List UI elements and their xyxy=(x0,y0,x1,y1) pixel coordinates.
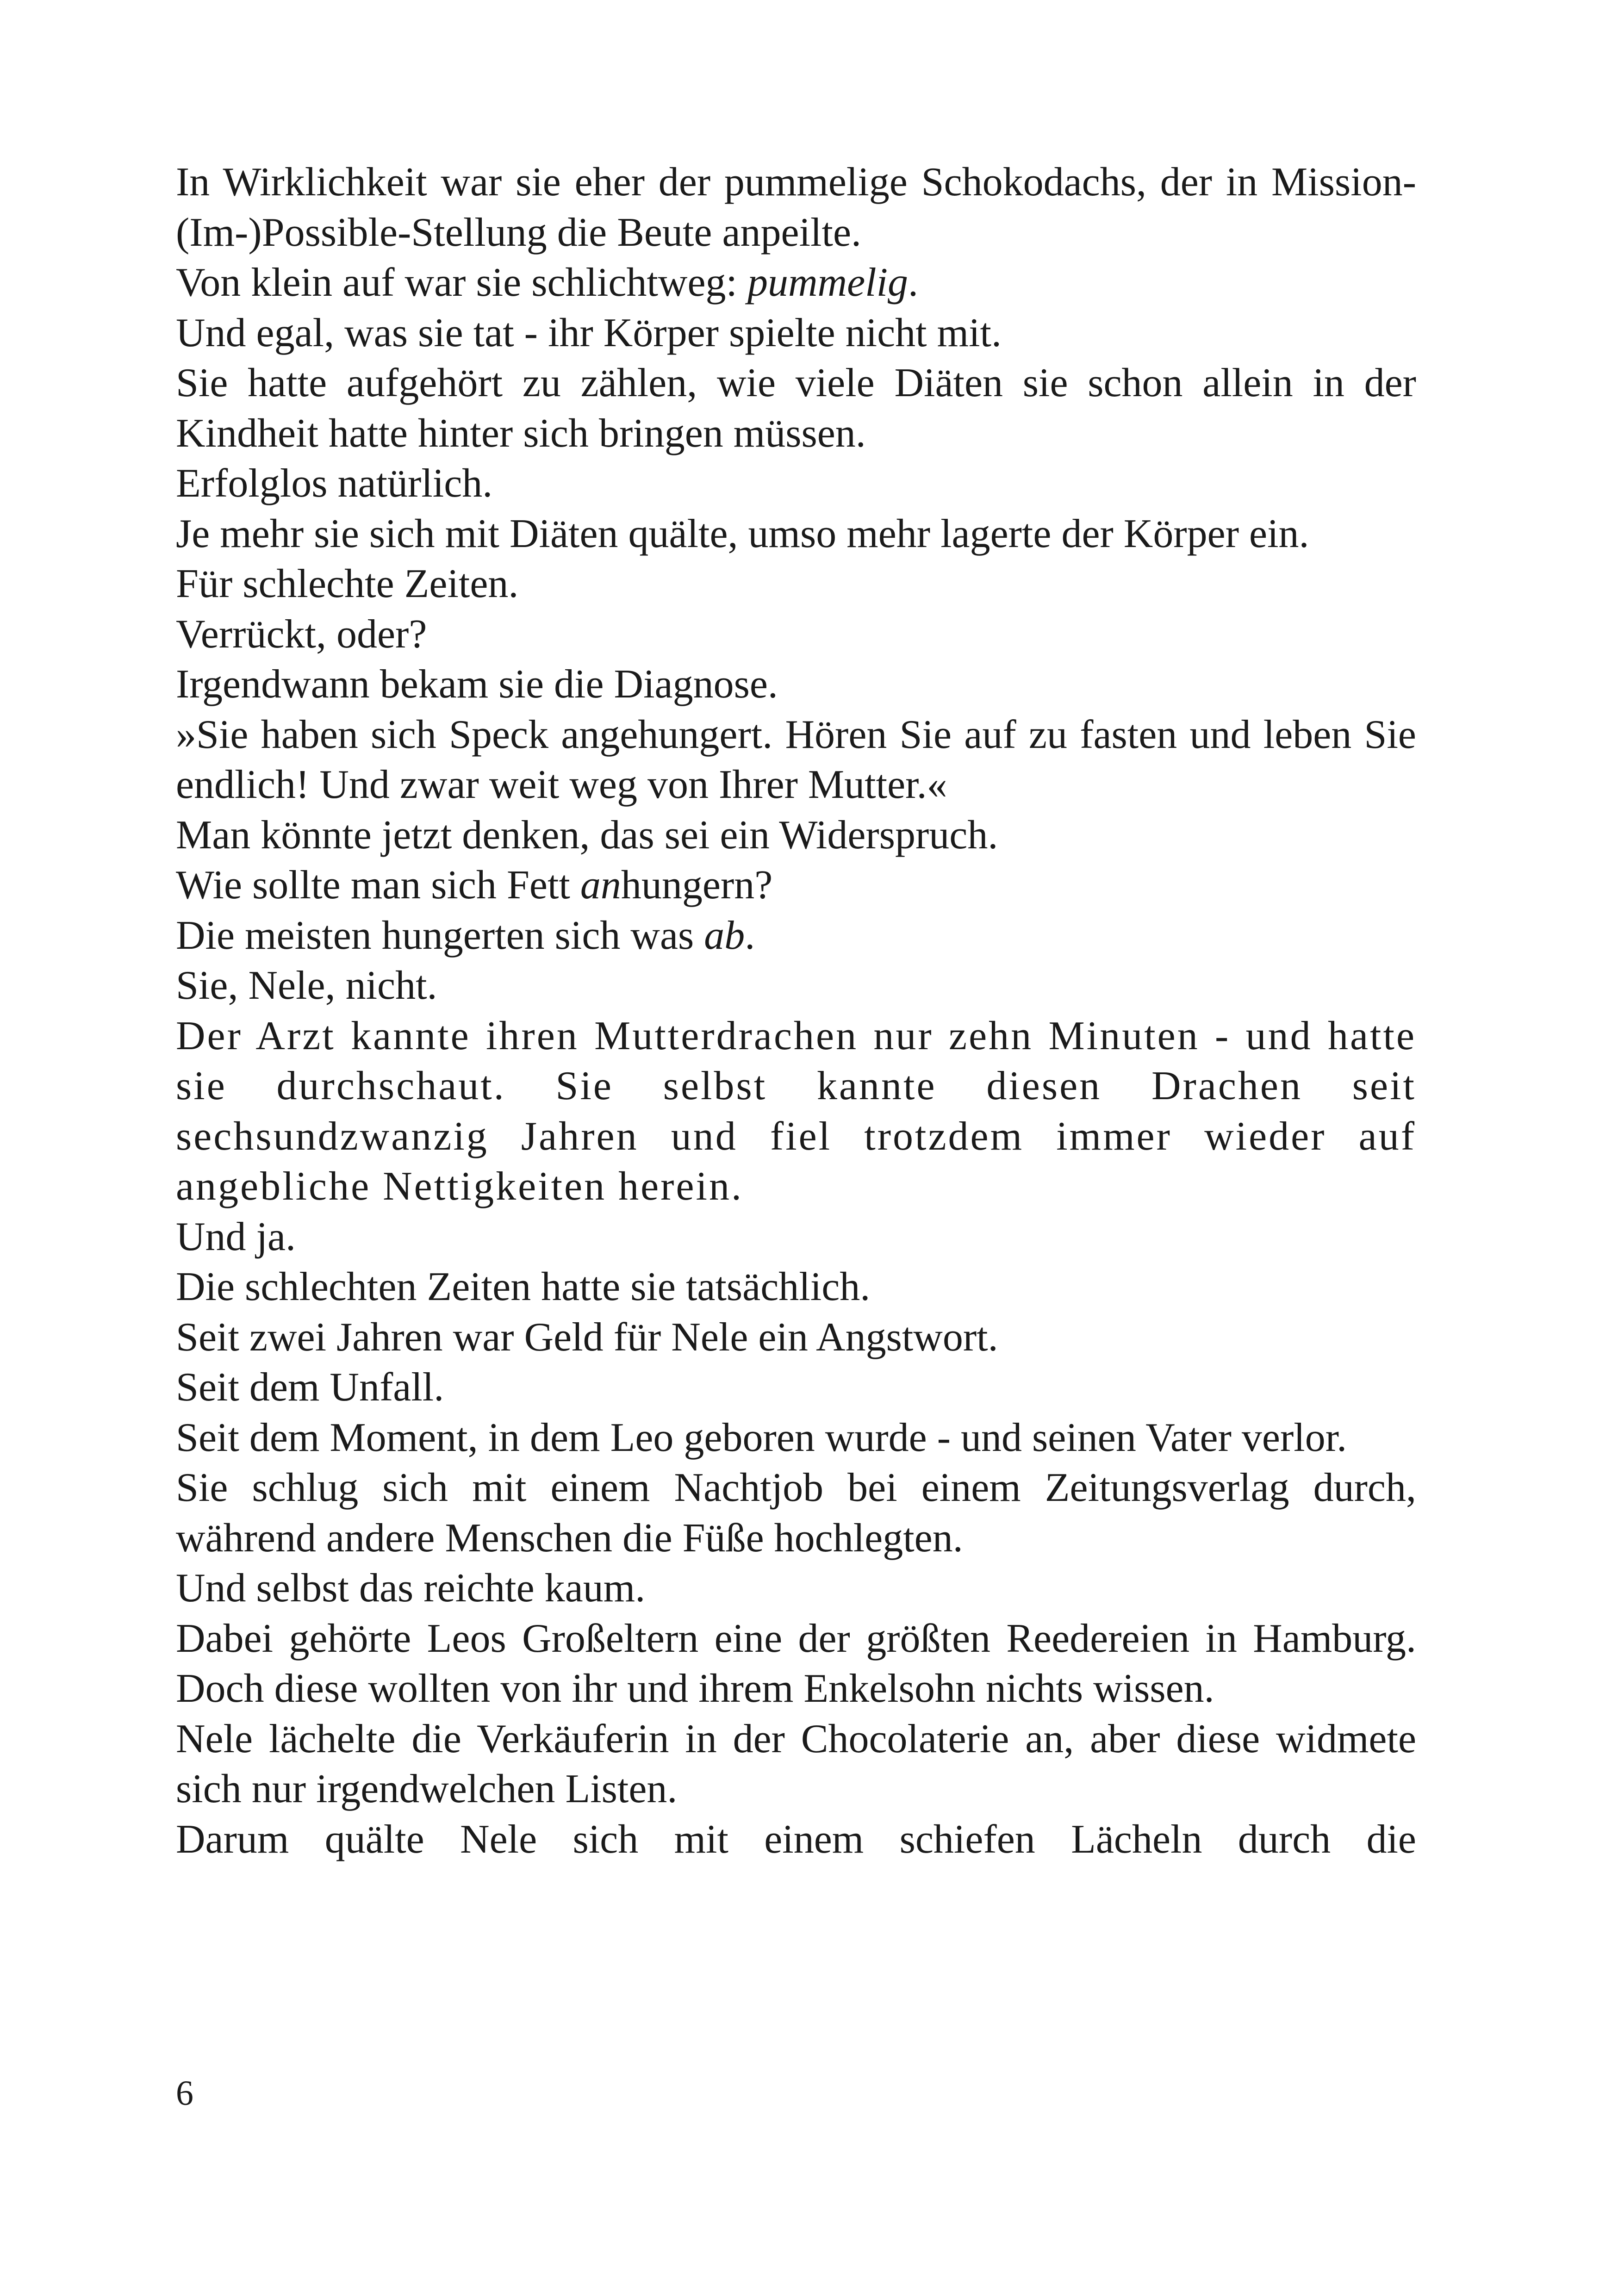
paragraph: Und ja. xyxy=(176,1214,296,1259)
paragraph: Dabei gehörte Leos Großeltern eine der größten Reedereien in Hamburg. Doch diese wollten von ihr und ihrem Enkelsohn nichts wissen. xyxy=(176,1616,1416,1711)
emphasized-word: an xyxy=(580,863,621,908)
text-run: Von klein auf war sie schlichtweg: xyxy=(176,260,747,305)
body-text xyxy=(176,157,1416,1865)
paragraph: Seit dem Unfall. xyxy=(176,1365,444,1410)
paragraph: Und selbst das reichte kaum. xyxy=(176,1566,646,1611)
paragraph: Der Arzt kannte ihren Mutterdrachen nur zehn Minuten - und hatte sie durchschaut. Sie selbst kannte diesen Drachen seit sechsundzwanzig Jahren und fiel trotzdem immer wieder auf angebliche Nettigkeiten herein. xyxy=(176,1013,1416,1209)
paragraph: Je mehr sie sich mit Diäten quälte, umso mehr lagerte der Körper ein. xyxy=(176,511,1309,556)
paragraph: »Sie haben sich Speck angehungert. Hören Sie auf zu fasten und leben Sie endlich! Und zwar weit weg von Ihrer Mutter.« xyxy=(176,712,1416,807)
paragraph xyxy=(176,860,1416,911)
text-run: . xyxy=(908,260,919,305)
page-number: 6 xyxy=(176,2074,193,2113)
paragraph: Seit dem Moment, in dem Leo geboren wurde - und seinen Vater verlor. xyxy=(176,1415,1347,1460)
paragraph: Die schlechten Zeiten hatte sie tatsächlich. xyxy=(176,1264,871,1309)
paragraph: Man könnte jetzt denken, das sei ein Widerspruch. xyxy=(176,812,998,858)
paragraph: Erfolglos natürlich. xyxy=(176,461,493,506)
paragraph: Und egal, was sie tat - ihr Körper spielte nicht mit. xyxy=(176,310,1002,355)
paragraph: Irgendwann bekam sie die Diagnose. xyxy=(176,662,778,707)
emphasized-word: pummelig xyxy=(747,260,909,305)
text-run: Wie sollte man sich Fett xyxy=(176,863,580,908)
text-run: . xyxy=(745,913,755,958)
paragraph: Nele lächelte die Verkäuferin in der Chocolaterie an, aber diese widmete sich nur irgendwelchen Listen. xyxy=(176,1716,1416,1811)
paragraph: Darum quälte Nele sich mit einem schiefen Lächeln durch die xyxy=(176,1817,1416,1862)
text-run: hungern? xyxy=(621,863,773,908)
paragraph xyxy=(176,911,1416,961)
paragraph: Sie, Nele, nicht. xyxy=(176,963,437,1008)
paragraph: In Wirklichkeit war sie eher der pummelige Schokodachs, der in Mission-(Im-)Possible-Stellung die Beute anpeilte. xyxy=(176,160,1416,255)
emphasized-word: ab xyxy=(704,913,745,958)
text-run: Die meisten hungerten sich was xyxy=(176,913,704,958)
paragraph: Für schlechte Zeiten. xyxy=(176,561,519,606)
paragraph: Sie hatte aufgehört zu zählen, wie viele Diäten sie schon allein in der Kindheit hatte hinter sich bringen müssen. xyxy=(176,361,1416,456)
paragraph xyxy=(176,258,1416,308)
paragraph: Verrückt, oder? xyxy=(176,611,427,657)
paragraph: Seit zwei Jahren war Geld für Nele ein Angstwort. xyxy=(176,1314,998,1360)
paragraph: Sie schlug sich mit einem Nachtjob bei einem Zeitungsverlag durch, während andere Menschen die Füße hochlegten. xyxy=(176,1465,1416,1561)
